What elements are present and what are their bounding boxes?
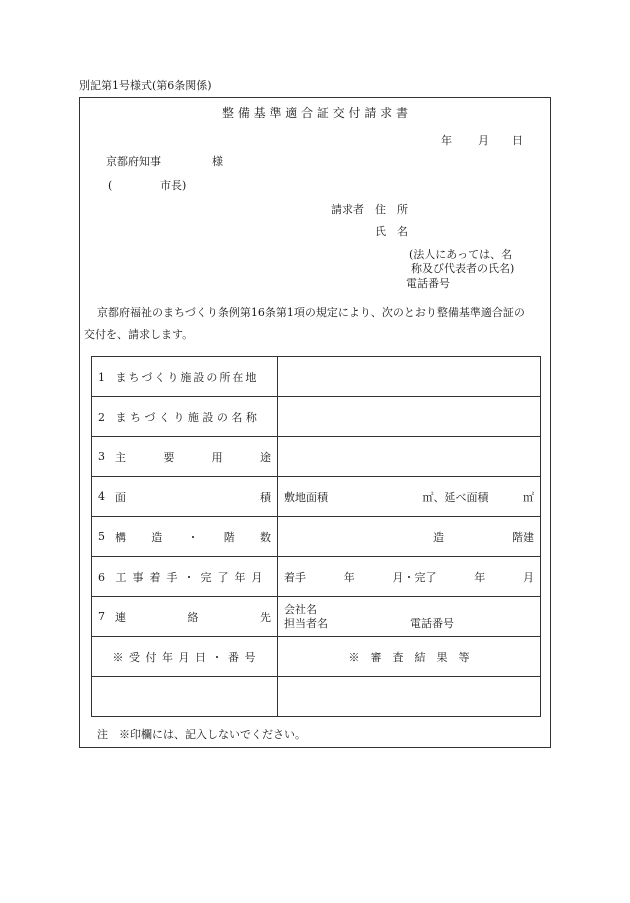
requester-address: 住 所 bbox=[375, 203, 408, 216]
structure-label: 造 bbox=[433, 530, 444, 544]
requester-corp-note-2: 称及び代表者の氏名) bbox=[411, 262, 515, 275]
date-month: 月 bbox=[478, 134, 489, 147]
date-day: 日 bbox=[512, 134, 523, 147]
footnote: 注 ※印欄には、記入しないでください。 bbox=[97, 728, 306, 741]
row5-num: 5 bbox=[98, 530, 105, 543]
row5-value[interactable] bbox=[278, 517, 541, 557]
body-text-line-2: 交付を、請求します。 bbox=[84, 328, 194, 341]
row1-value[interactable] bbox=[278, 357, 541, 397]
complete-month: 月 bbox=[523, 570, 534, 584]
row5-char: 階 bbox=[223, 530, 235, 544]
row7-value[interactable] bbox=[278, 597, 541, 637]
row5-char: 構 bbox=[115, 530, 126, 544]
row3-char: 要 bbox=[163, 450, 175, 464]
row2-num: 2 bbox=[98, 410, 105, 424]
requester-phone: 電話番号 bbox=[406, 277, 450, 290]
header-note: 別記第1号様式(第6条関係) bbox=[79, 79, 212, 92]
reception-label-text: ※ 受 付 年 月 日 ・ 番 号 bbox=[112, 650, 257, 664]
row1-label-text: まちづくり施設の所在地 bbox=[115, 370, 259, 384]
contact-person-label: 担当者名 bbox=[284, 616, 328, 630]
row5-char: 造 bbox=[151, 530, 163, 544]
row1-num: 1 bbox=[98, 370, 105, 384]
stories-label: 階建 bbox=[512, 530, 534, 544]
row7-char: 先 bbox=[260, 610, 271, 624]
row3-char: 主 bbox=[115, 450, 126, 464]
area-unit: ㎡ bbox=[523, 490, 534, 504]
row3-label bbox=[92, 437, 278, 477]
row4-label bbox=[92, 477, 278, 517]
row6-num: 6 bbox=[98, 570, 105, 584]
form-title: 整 備 基 準 適 合 証 交 付 請 求 書 bbox=[222, 106, 408, 120]
row4-value[interactable] bbox=[278, 477, 541, 517]
table-row bbox=[92, 437, 541, 477]
date-year: 年 bbox=[441, 134, 452, 147]
row7-char: 絡 bbox=[187, 610, 199, 624]
row5-char: 数 bbox=[260, 530, 271, 544]
body-text-line-1: 京都府福祉のまちづくり条例第16条第1項の規定により、次のとおり整備基準適合証の bbox=[97, 306, 525, 319]
table-row bbox=[92, 597, 541, 637]
review-result-text: ※ 審 査 結 果 等 bbox=[348, 650, 470, 664]
row6-label bbox=[92, 557, 278, 597]
start-month-complete: 月・完了 bbox=[392, 570, 437, 584]
row3-char: 用 bbox=[211, 450, 223, 464]
row6-value[interactable] bbox=[278, 557, 541, 597]
review-result-value[interactable] bbox=[278, 677, 541, 717]
row4-char: 面 bbox=[115, 490, 126, 504]
addressee-honorific: 様 bbox=[212, 155, 223, 168]
start-year: 年 bbox=[343, 570, 355, 584]
row6-label-text: 工事着手・完了年月 bbox=[115, 570, 269, 584]
table-row bbox=[92, 357, 541, 397]
table-row bbox=[92, 557, 541, 597]
row3-char: 途 bbox=[259, 450, 271, 464]
row2-value[interactable] bbox=[278, 397, 541, 437]
addressee-mayor: 市長) bbox=[160, 179, 187, 192]
addressee-governor: 京都府知事 bbox=[106, 155, 161, 168]
row7-label bbox=[92, 597, 278, 637]
start-label: 着手 bbox=[284, 570, 306, 584]
table-row bbox=[92, 677, 541, 717]
row4-char: 積 bbox=[260, 490, 271, 504]
requester-label: 請求者 bbox=[331, 203, 364, 216]
requester-name: 氏 名 bbox=[375, 225, 408, 238]
site-area-label: 敷地面積 bbox=[284, 490, 328, 504]
row7-num: 7 bbox=[98, 610, 105, 623]
request-table bbox=[91, 356, 541, 717]
company-name-label: 会社名 bbox=[284, 602, 317, 616]
row1-label bbox=[92, 357, 278, 397]
row4-num: 4 bbox=[98, 490, 105, 503]
row2-label bbox=[92, 397, 278, 437]
reception-label bbox=[92, 637, 278, 677]
row3-value[interactable] bbox=[278, 437, 541, 477]
row7-char: 連 bbox=[115, 610, 126, 624]
row3-num: 3 bbox=[98, 450, 105, 463]
row5-label bbox=[92, 517, 278, 557]
table-row bbox=[92, 397, 541, 437]
contact-phone-label: 電話番号 bbox=[410, 616, 454, 630]
row5-char: ・ bbox=[187, 530, 199, 544]
complete-year: 年 bbox=[474, 570, 486, 584]
floor-area-label: ㎡、延べ面積 bbox=[422, 490, 489, 504]
review-result-label bbox=[278, 637, 541, 677]
table-row bbox=[92, 517, 541, 557]
reception-value[interactable] bbox=[92, 677, 278, 717]
row2-label-text: まちづくり施設の名称 bbox=[115, 410, 261, 424]
table-row bbox=[92, 477, 541, 517]
table-row bbox=[92, 637, 541, 677]
addressee-mayor-open: ( bbox=[108, 179, 113, 192]
requester-corp-note-1: (法人にあっては、名 bbox=[409, 248, 513, 261]
